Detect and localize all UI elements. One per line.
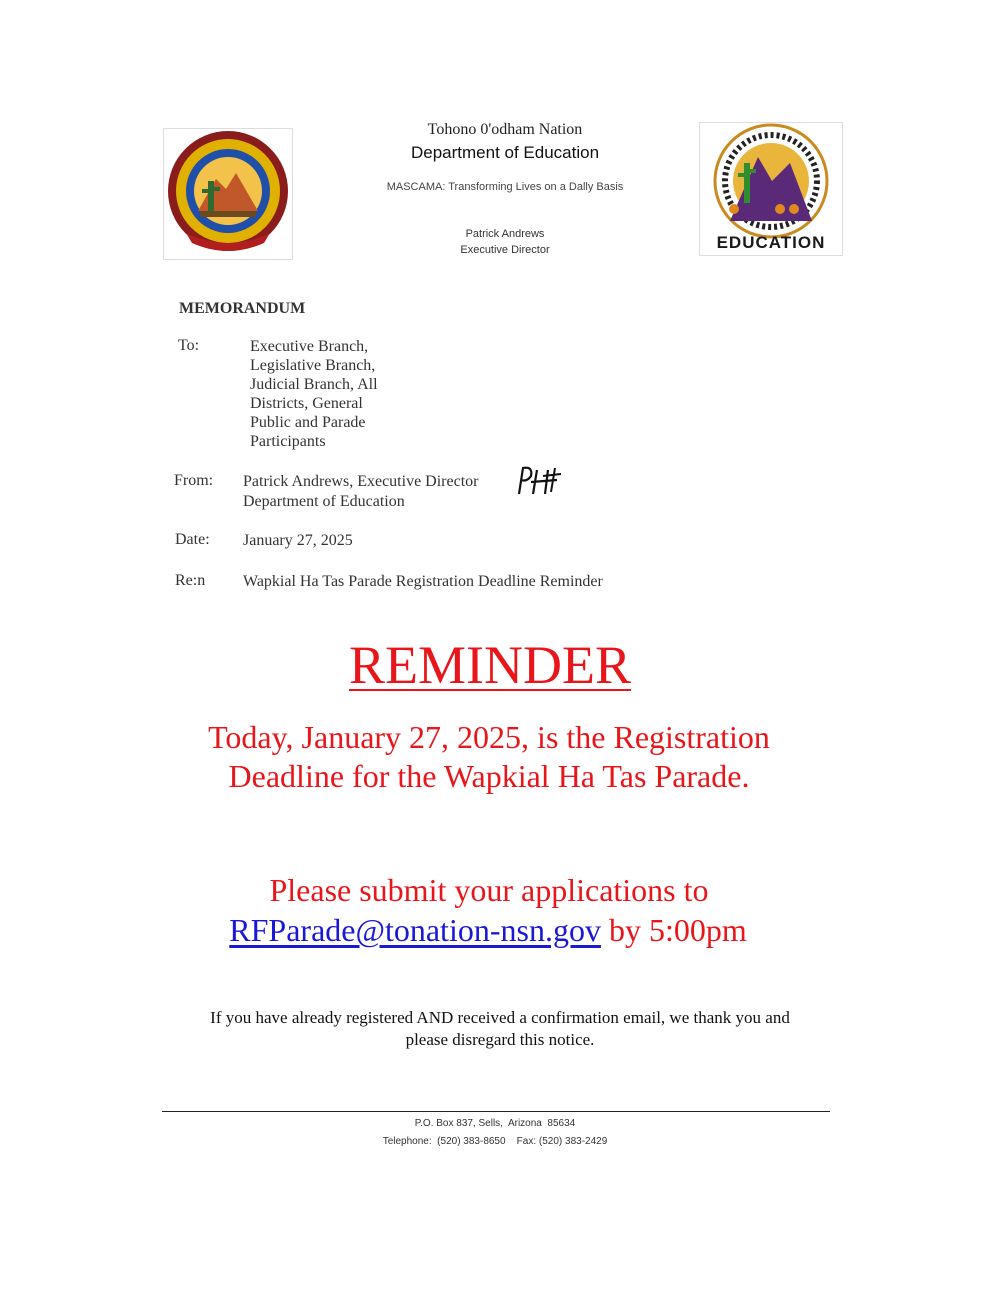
note-line-2: please disregard this notice. xyxy=(405,1030,595,1049)
subject-line: Wapkial Ha Tas Parade Registration Deadline Reminder xyxy=(243,573,603,590)
footer-address: P.O. Box 837, Sells, Arizona 85634 xyxy=(414,1118,576,1129)
director-name: Patrick Andrews xyxy=(465,228,545,240)
deadline-text-line-1: Today, January 27, 2025, is the Registration xyxy=(208,719,770,755)
logo-caption: EDUCATION xyxy=(716,233,826,252)
email-link[interactable]: RFParade@tonation-nsn.gov xyxy=(229,912,601,948)
submit-deadline-time: by 5:00pm xyxy=(600,912,747,948)
signature-initials xyxy=(515,464,561,498)
from-department: Department of Education xyxy=(243,493,405,510)
motto: MASCAMA: Transforming Lives on a Dally Basis xyxy=(386,181,624,193)
re-label: Re:n xyxy=(175,572,206,589)
director-title: Executive Director xyxy=(460,244,550,256)
note-line-1: If you have already registered AND received a confirmation email, we thank you and xyxy=(210,1008,790,1027)
recipient-line: Executive Branch, xyxy=(250,338,369,355)
to-label: To: xyxy=(178,337,200,354)
submit-text-line-2 xyxy=(0,912,976,949)
submit-text-line-1: Please submit your applications to xyxy=(269,872,709,908)
reminder-heading: REMINDER xyxy=(349,635,631,695)
footer-phone: Telephone: (520) 383-8650 Fax: (520) 383-2429 xyxy=(382,1136,608,1147)
department-name: Department of Education xyxy=(410,143,600,162)
from-label: From: xyxy=(174,472,214,489)
nation-seal-logo xyxy=(163,128,293,260)
date-label: Date: xyxy=(175,531,210,548)
to-recipients xyxy=(250,337,420,451)
recipient-line: Public and Parade xyxy=(250,414,366,431)
from-name: Patrick Andrews, Executive Director xyxy=(243,473,479,490)
recipient-line: Legislative Branch, xyxy=(250,357,376,374)
memo-title: MEMORANDUM xyxy=(179,300,306,317)
deadline-text-line-2: Deadline for the Wapkial Ha Tas Parade. xyxy=(228,758,750,794)
recipient-line: Participants xyxy=(250,433,326,450)
footer-divider xyxy=(162,1111,830,1112)
org-name: Tohono 0'odham Nation xyxy=(427,121,583,138)
recipient-line: Judicial Branch, All xyxy=(250,376,378,393)
recipient-line: Districts, General xyxy=(250,395,363,412)
education-department-logo xyxy=(699,122,843,256)
date-value: January 27, 2025 xyxy=(243,532,353,549)
